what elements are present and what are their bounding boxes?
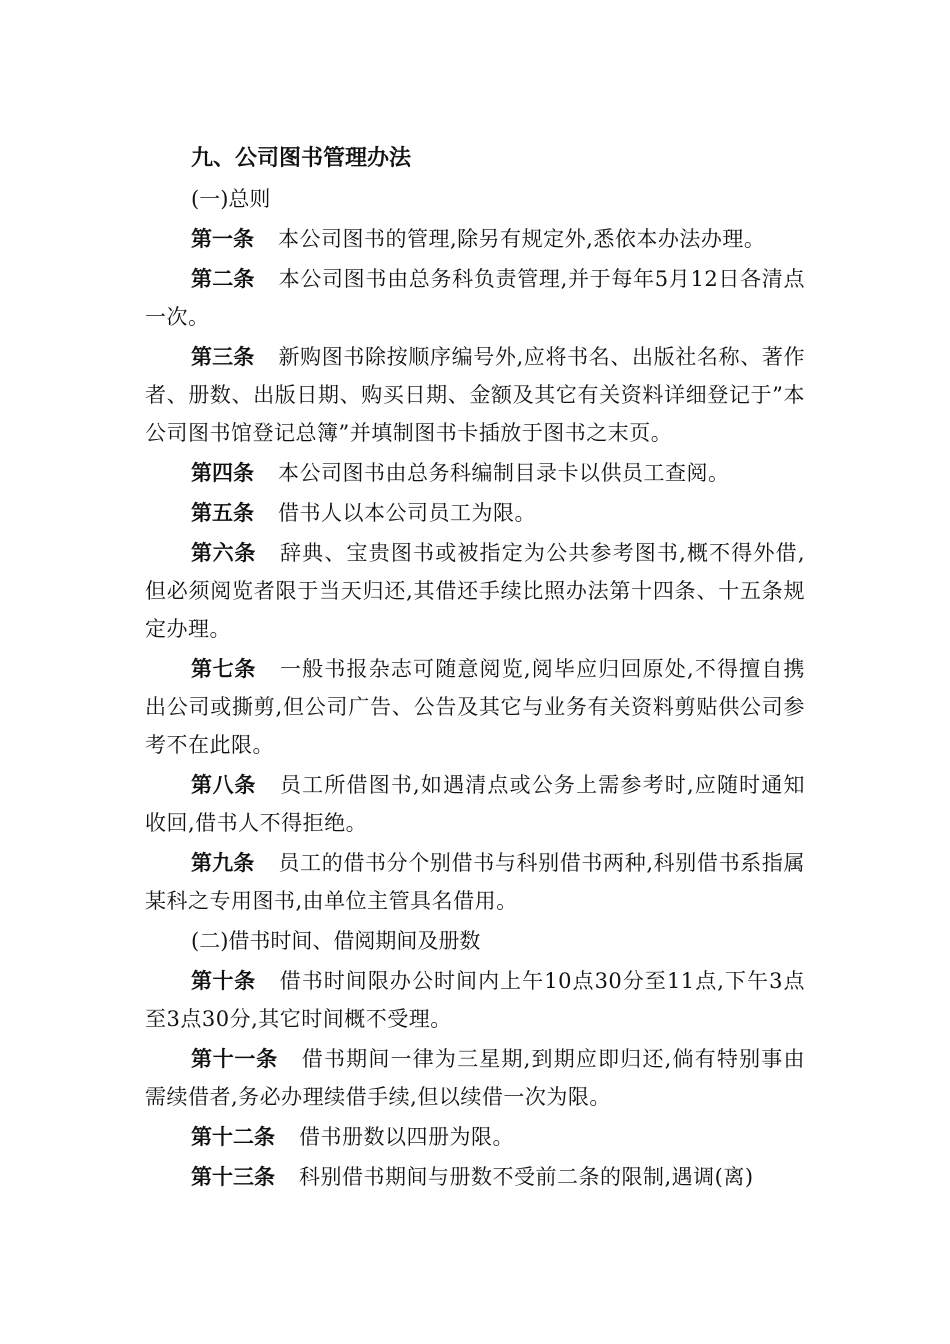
article-3	[145, 338, 805, 452]
section-heading-general: (一)总则	[191, 187, 271, 211]
article-label: 第八条	[191, 773, 257, 797]
article-label: 第六条	[191, 541, 257, 565]
article-text: 本公司图书由总务科负责管理,并于每年5月12日各清点一次。	[145, 267, 806, 329]
article-10	[145, 962, 805, 1038]
article-text: 科别借书期间与册数不受前二条的限制,遇调(离)	[299, 1165, 754, 1189]
article-label: 第四条	[191, 461, 254, 485]
article-label: 第二条	[191, 267, 255, 291]
article-text: 员工的借书分个别借书与科别借书两种,科别借书系指属某科之专用图书,由单位主管具名借用。	[145, 851, 805, 913]
article-text: 新购图书除按顺序编号外,应将书名、出版社名称、著作者、册数、出版日期、购买日期、金额及其它有关资料详细登记于”本公司图书馆登记总簿”并填制图书卡插放于图书之末页。	[145, 345, 805, 445]
article-label: 第十二条	[191, 1125, 275, 1149]
article-text: 一般书报杂志可随意阅览,阅毕应归回原处,不得擅自携出公司或撕剪,但公司广告、公告及其它与业务有关资料剪贴供公司参考不在此限。	[145, 657, 805, 757]
article-text: 借书册数以四册为限。	[299, 1125, 514, 1149]
article-text: 本公司图书由总务科编制目录卡以供员工查阅。	[278, 461, 730, 485]
article-5	[145, 494, 805, 532]
article-label: 第十条	[191, 969, 256, 993]
article-8	[145, 766, 805, 842]
article-label: 第九条	[191, 851, 255, 875]
article-7	[145, 650, 805, 764]
section-heading-borrowing: (二)借书时间、借阅期间及册数	[191, 929, 481, 953]
article-label: 第十一条	[191, 1047, 278, 1071]
article-9	[145, 844, 805, 920]
article-12	[145, 1118, 805, 1156]
article-text: 本公司图书的管理,除另有规定外,悉依本办法办理。	[278, 227, 766, 251]
document-page	[145, 140, 805, 1196]
article-11	[145, 1040, 805, 1116]
article-6	[145, 534, 805, 648]
article-label: 第一条	[191, 227, 254, 251]
document-title: 九、公司图书管理办法	[191, 146, 412, 171]
article-4	[145, 454, 805, 492]
article-label: 第三条	[191, 345, 255, 369]
article-text: 辞典、宝贵图书或被指定为公共参考图书,概不得外借,但必须阅览者限于当天归还,其借还手续比照办法第十四条、十五条规定办理。	[145, 541, 805, 641]
article-13	[145, 1158, 805, 1196]
article-text: 员工所借图书,如遇清点或公务上需参考时,应随时通知收回,借书人不得拒绝。	[145, 773, 805, 835]
article-text: 借书期间一律为三星期,到期应即归还,倘有特别事由需续借者,务必办理续借手续,但以续借一次为限。	[145, 1047, 805, 1109]
article-text: 借书时间限办公时间内上午10点30分至11点,下午3点至3点30分,其它时间概不受理。	[145, 969, 806, 1031]
article-label: 第七条	[191, 657, 257, 681]
article-label: 第十三条	[191, 1165, 275, 1189]
article-1	[145, 220, 805, 258]
article-2	[145, 260, 805, 336]
article-text: 借书人以本公司员工为限。	[278, 501, 536, 525]
article-label: 第五条	[191, 501, 254, 525]
